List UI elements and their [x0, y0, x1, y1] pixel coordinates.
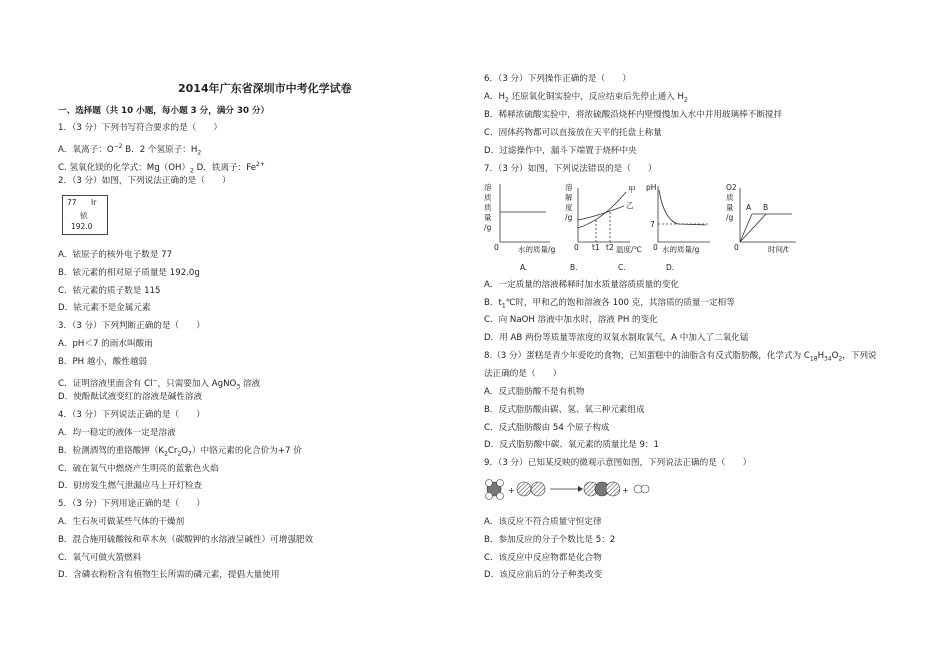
atomic-mass: 192.0: [71, 222, 93, 231]
element-name: 铱: [80, 211, 88, 220]
q7-option-d: D．用 AB 两份等质量等浓度的双氧水制取氧气，A 中加入了二氧化锰: [484, 333, 749, 343]
graph-d-ylabel-2: 质: [726, 193, 734, 202]
q1-options-ab: A．氧离子：$O^{-2}$ B．2 个氢原子：$H_2$: [58, 143, 202, 157]
q9-option-b: B．参加反应的分子个数比是 5：2: [484, 535, 616, 545]
q6-option-a: A．$H_2$ 还原氧化铜实验中，反应结束后先停止通入 $H_2$: [484, 92, 688, 104]
q5-option-c: C．氧气可做火箭燃料: [58, 553, 142, 563]
graph-c-origin: 0: [653, 243, 658, 252]
q8-stem-line2: 法正确的是（ ）: [484, 369, 562, 379]
graph-b-tick-0: 0: [574, 243, 579, 252]
graph-c-xlabel: 水的质量/g: [662, 245, 700, 254]
q7-option-c: C．向 NaOH 溶液中加水时，溶液 PH 的变化: [484, 315, 658, 325]
graph-d-xlabel: 时间/t: [768, 245, 789, 254]
q1-options-cd: C. 氢氧化镁的化学式：$Mg(OH)_2$ D．铁离子：$Fe^{2+}$: [58, 161, 265, 175]
q9-option-d: D．该反应前后的分子种类改变: [484, 570, 603, 580]
q4-stem: 4．（3 分）下列说法正确的是（ ）: [58, 410, 205, 420]
q3-stem: 3．（3 分）下列判断正确的是（ ）: [58, 321, 205, 331]
q4-option-d: D．厨房发生燃气泄漏应马上开灯检查: [58, 481, 203, 491]
reactant-molecule-1: [486, 480, 504, 500]
q3-option-d: D．使酚酞试液变红的溶液是碱性溶液: [58, 392, 203, 402]
graph-a: [500, 184, 550, 242]
q4-option-a: A．均一稳定的液体一定是溶液: [58, 428, 176, 438]
graph-b-tick-t2: t2: [606, 243, 614, 252]
graph-b-series2: 乙: [626, 201, 634, 210]
q7-option-a: A．一定质量的溶液稀释时加水质量溶质质量的变化: [484, 280, 679, 290]
section-heading: 一、选择题（共 10 小题，每小题 3 分，满分 30 分）: [58, 106, 270, 116]
page-title: 2014年广东省深圳市中考化学试卷: [178, 82, 352, 95]
q6-option-b: B．稀释浓硫酸实验中，将浓硫酸沿烧杯内壁慢慢加入水中并用玻璃棒不断搅拌: [484, 110, 783, 120]
q2-stem: 2．（3 分）如图，下列说法正确的是（ ）: [58, 176, 231, 186]
graph-b-xlabel: 温度/℃: [616, 245, 642, 254]
graph-label-c: C.: [618, 263, 626, 272]
q3-option-c: C．证明溶液里面含有 Cl−，只需要加入 AgNO$_3$ 溶液: [58, 377, 261, 391]
graph-b-ylabel-1: 溶: [565, 183, 573, 192]
product-molecule-2: [634, 485, 649, 493]
q8-option-b: B．反式脂肪酸由碳、氢、氧三种元素组成: [484, 405, 645, 415]
graph-b-ylabel-3: 度: [565, 203, 573, 212]
graph-a-unit: /g: [484, 223, 492, 232]
element-symbol: Ir: [91, 198, 97, 207]
atomic-number: 77: [67, 198, 77, 207]
q4-option-b: B．检测酒驾的重铬酸钾$(K_2Cr_2O_7)$中铬元素的化合价为+7 价: [58, 446, 302, 458]
q5-option-a: A．生石灰可做某些气体的干燥剂: [58, 517, 185, 527]
graph-label-d: D.: [666, 263, 675, 272]
plus-sign-2: +: [622, 486, 629, 495]
q8-stem: 8.（3 分）蛋糕是青少年爱吃的食物，已知蛋糕中的油脂含有反式脂肪酸，化学式为 $C_{18}H_{34}O_2$，下列说: [484, 351, 877, 363]
q5-option-d: D．含磷衣粉粉含有植物生长所需的磷元素，提倡大量使用: [58, 570, 280, 580]
graph-a-ylabel-2: 质: [484, 193, 492, 202]
graph-a-xlabel: 水的质量/g: [518, 245, 556, 254]
graph-d-line-a: A: [746, 203, 752, 212]
q6-option-d: D．过滤操作中，漏斗下端置于烧杯中央: [484, 146, 637, 156]
q7-option-b: B．$t_1℃$时，甲和乙的饱和溶液各 100 克，其溶质的质量一定相等: [484, 298, 735, 310]
q8-option-d: D．反式脂肪酸中碳、氧元素的质量比是 9：1: [484, 440, 659, 450]
graph-c-ylabel: pH: [646, 183, 657, 192]
graph-b-tick-t1: t1: [592, 243, 600, 252]
q7-stem: 7．（3 分）如图，下列说法错误的是（ ）: [484, 164, 657, 174]
graph-b-ylabel-2: 解: [565, 193, 573, 202]
q2-option-a: A．铱原子的核外电子数是 77: [58, 250, 173, 260]
plus-sign-1: +: [508, 486, 515, 495]
q3-option-b: B．PH 越小，酸性越弱: [58, 357, 148, 367]
graph-d-line-b: B: [763, 203, 769, 212]
q4-option-c: C．硫在氧气中燃烧产生明亮的蓝紫色火焰: [58, 464, 219, 474]
graph-b-series1: 甲: [628, 185, 636, 194]
q2-option-d: D．铱元素不是金属元素: [58, 303, 151, 313]
reactant-molecule-2: [517, 482, 545, 496]
element-box-iridium: [62, 195, 108, 235]
graph-d-ylabel-4: /g: [726, 213, 734, 222]
q3-option-a: A．pH＜7 的雨水叫酸雨: [58, 339, 153, 349]
graph-d-ylabel-1: O2: [726, 183, 737, 192]
reaction-arrow-icon: [550, 486, 583, 492]
q6-option-c: C．固体药物都可以直接放在天平的托盘上称量: [484, 128, 662, 138]
q7-graphs: [478, 178, 818, 278]
q2-option-c: C．铱元素的质子数是 115: [58, 286, 161, 296]
graph-d-ylabel-3: 量: [726, 203, 734, 212]
graph-label-a: A.: [520, 263, 528, 272]
q9-option-c: C．该反应中反应物都是化合物: [484, 553, 602, 563]
graph-d-origin: 0: [734, 243, 739, 252]
graph-c-tick7: 7: [650, 220, 655, 229]
q6-stem: 6．（3 分）下列操作正确的是（ ）: [484, 74, 631, 84]
q2-option-b: B．铱元素的相对原子质量是 192.0g: [58, 268, 200, 278]
graph-b: [578, 188, 630, 242]
q9-stem: 9．（3 分）已知某反映的微观示意图如图，下列说法正确的是（ ）: [484, 458, 752, 468]
graph-a-ylabel-1: 溶: [484, 183, 492, 192]
graph-c: [658, 186, 710, 242]
q9-option-a: A．该反应不符合质量守恒定律: [484, 517, 602, 527]
graph-a-ylabel-4: 量: [484, 213, 492, 222]
reaction-diagram: [482, 474, 662, 508]
graph-a-ylabel-3: 质: [484, 203, 492, 212]
q8-option-c: C．反式脂肪酸由 54 个原子构成: [484, 423, 610, 433]
q5-stem: 5．（3 分）下列用途正确的是（ ）: [58, 499, 205, 509]
product-molecule: [584, 482, 620, 496]
graph-label-b: B.: [570, 263, 578, 272]
graph-b-unit: /g: [565, 213, 573, 222]
graph-a-origin: 0: [494, 243, 499, 252]
q8-option-a: A．反式脂肪酸不是有机物: [484, 387, 585, 397]
q5-option-b: B．混合施用硫酸铵和草木灰（碳酸钾的水溶液呈碱性）可增强肥效: [58, 535, 314, 545]
graph-d: [740, 188, 796, 242]
q1-stem: 1．（3 分）下列书写符合要求的是（ ）: [58, 123, 223, 133]
